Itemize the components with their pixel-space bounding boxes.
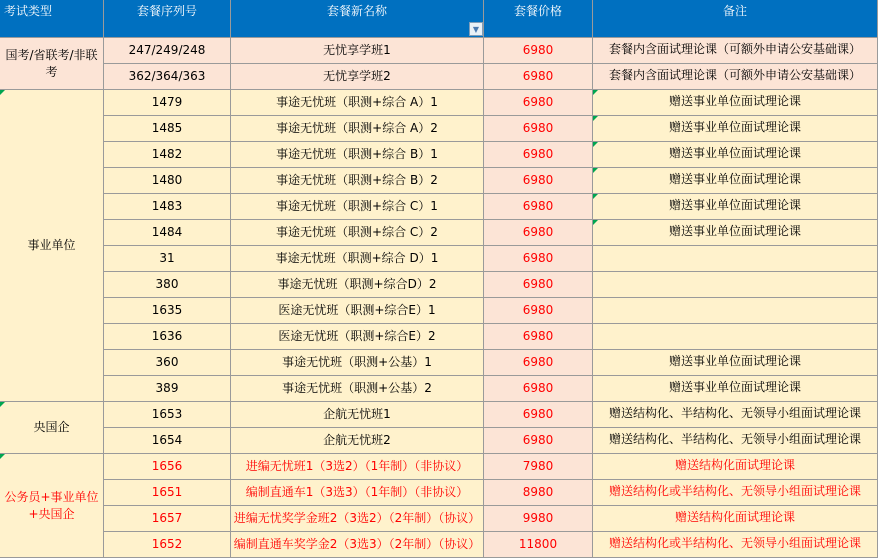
cell-note-text: 赠送事业单位面试理论课: [668, 354, 801, 368]
cell-serial[interactable]: [104, 116, 231, 142]
cell-price[interactable]: [484, 64, 593, 90]
cell-price-text: 6980: [522, 199, 554, 214]
cell-price[interactable]: [484, 168, 593, 194]
cell-serial-text: 1656: [151, 459, 183, 474]
cell-price-text: 6980: [522, 355, 554, 370]
cell-note[interactable]: [593, 480, 878, 506]
cell-serial-text: 1654: [151, 433, 183, 448]
cell-name-text: 医途无忧班（职测+综合E）2: [278, 329, 436, 344]
cell-note[interactable]: [593, 324, 878, 350]
cell-note[interactable]: [593, 90, 878, 116]
cell-serial-text: 360: [155, 355, 179, 370]
cell-note[interactable]: [593, 38, 878, 64]
cell-price-text: 11800: [518, 537, 558, 552]
cell-serial-text: 389: [155, 381, 179, 396]
cell-note-text: 套餐内含面试理论课（可额外申请公安基础课）: [608, 42, 861, 56]
header-note[interactable]: [593, 0, 878, 38]
cell-serial-text: 1635: [151, 303, 183, 318]
cell-serial-text: 1485: [151, 121, 183, 136]
cell-name[interactable]: [231, 506, 484, 532]
cell-note-text: 赠送结构化或半结构化、无领导小组面试理论课: [608, 536, 861, 550]
cell-price-text: 6980: [522, 69, 554, 84]
cell-price[interactable]: [484, 428, 593, 454]
header-serial-text: 套餐序列号: [136, 4, 197, 18]
cell-serial-text: 1482: [151, 147, 183, 162]
cell-name-text: 企航无忧班2: [323, 433, 391, 448]
cell-name-text: 企航无忧班1: [323, 407, 391, 422]
cell-serial-text: 1657: [151, 511, 183, 526]
cell-serial-text: 1483: [151, 199, 183, 214]
cell-name-text: 事途无忧班（职测+综合 A）1: [276, 95, 438, 110]
cell-note-text: 赠送结构化或半结构化、无领导小组面试理论课: [608, 484, 861, 498]
cell-name[interactable]: [231, 402, 484, 428]
header-price[interactable]: [484, 0, 593, 38]
cell-serial-text: 1652: [151, 537, 183, 552]
cell-name[interactable]: [231, 376, 484, 402]
cell-name[interactable]: [231, 38, 484, 64]
cell-price-text: 6980: [522, 43, 554, 58]
cell-name[interactable]: [231, 116, 484, 142]
cell-price-text: 6980: [522, 407, 554, 422]
cell-name[interactable]: [231, 142, 484, 168]
cell-note[interactable]: [593, 194, 878, 220]
cell-serial-text: 380: [155, 277, 179, 292]
cell-price-text: 6980: [522, 251, 554, 266]
cell-name-text: 无忧享学班2: [323, 69, 391, 84]
cell-price[interactable]: [484, 506, 593, 532]
cell-price[interactable]: [484, 324, 593, 350]
cell-name[interactable]: [231, 298, 484, 324]
cell-serial[interactable]: [104, 428, 231, 454]
cell-serial[interactable]: [104, 402, 231, 428]
cell-price-text: 8980: [522, 485, 554, 500]
cell-serial[interactable]: [104, 272, 231, 298]
cell-name[interactable]: [231, 454, 484, 480]
cell-note[interactable]: [593, 506, 878, 532]
cell-price-text: 6980: [522, 225, 554, 240]
cell-note[interactable]: [593, 272, 878, 298]
group-label-text: 事业单位: [27, 238, 76, 253]
cell-note[interactable]: [593, 220, 878, 246]
cell-serial-text: 1480: [151, 173, 183, 188]
cell-serial[interactable]: [104, 324, 231, 350]
cell-price-text: 6980: [522, 329, 554, 344]
cell-price[interactable]: [484, 480, 593, 506]
cell-price[interactable]: [484, 90, 593, 116]
cell-serial[interactable]: [104, 480, 231, 506]
cell-serial[interactable]: [104, 298, 231, 324]
header-exam-type[interactable]: [0, 0, 104, 38]
cell-price[interactable]: [484, 532, 593, 558]
cell-note-text: 套餐内含面试理论课（可额外申请公安基础课）: [608, 68, 861, 82]
cell-note[interactable]: [593, 350, 878, 376]
cell-price-text: 6980: [522, 433, 554, 448]
cell-name-text: 事途无忧班（职测+综合 C）2: [276, 225, 438, 240]
cell-name[interactable]: [231, 90, 484, 116]
cell-serial[interactable]: [104, 220, 231, 246]
cell-serial-text: 247/249/248: [128, 43, 206, 58]
cell-serial[interactable]: [104, 64, 231, 90]
cell-serial[interactable]: [104, 376, 231, 402]
cell-note[interactable]: [593, 402, 878, 428]
header-name[interactable]: [231, 0, 484, 38]
cell-price[interactable]: [484, 402, 593, 428]
cell-serial[interactable]: [104, 246, 231, 272]
cell-price[interactable]: [484, 142, 593, 168]
group-label: [0, 90, 104, 402]
cell-name[interactable]: [231, 350, 484, 376]
cell-serial-text: 1653: [151, 407, 183, 422]
cell-note-text: 赠送事业单位面试理论课: [668, 380, 801, 394]
cell-note[interactable]: [593, 454, 878, 480]
cell-serial-text: 31: [159, 251, 175, 266]
cell-note-text: 赠送结构化面试理论课: [674, 510, 795, 524]
cell-serial[interactable]: [104, 532, 231, 558]
cell-price[interactable]: [484, 272, 593, 298]
cell-price-text: 6980: [522, 95, 554, 110]
cell-serial-text: 1479: [151, 95, 183, 110]
cell-price[interactable]: [484, 194, 593, 220]
cell-name-text: 进编无忧班1（3选2）（1年制）（非协议）: [245, 459, 469, 474]
cell-name-text: 事途无忧班（职测+综合 C）1: [276, 199, 438, 214]
cell-name[interactable]: [231, 168, 484, 194]
cell-price-text: 6980: [522, 303, 554, 318]
cell-note-text: 赠送结构化面试理论课: [674, 458, 795, 472]
filter-dropdown-icon: ▼: [472, 24, 480, 34]
cell-note-text: 赠送事业单位面试理论课: [668, 172, 801, 186]
cell-price[interactable]: [484, 116, 593, 142]
cell-name-text: 事途无忧班（职测+综合 B）2: [276, 173, 438, 188]
cell-name[interactable]: [231, 194, 484, 220]
cell-name[interactable]: [231, 246, 484, 272]
cell-name[interactable]: [231, 532, 484, 558]
cell-note-text: 赠送事业单位面试理论课: [668, 224, 801, 238]
cell-price[interactable]: [484, 38, 593, 64]
header-serial[interactable]: [104, 0, 231, 38]
cell-note[interactable]: [593, 142, 878, 168]
cell-price-text: 6980: [522, 381, 554, 396]
cell-name-text: 无忧享学班1: [323, 43, 391, 58]
cell-serial[interactable]: [104, 90, 231, 116]
cell-note-text: 赠送事业单位面试理论课: [668, 146, 801, 160]
cell-note[interactable]: [593, 168, 878, 194]
cell-serial-text: 1651: [151, 485, 183, 500]
cell-name-text: 编制直通车奖学金2（3选3）（2年制）（协议）: [233, 537, 481, 552]
cell-serial[interactable]: [104, 506, 231, 532]
group-label-text: 国考/省联考/非联考: [5, 48, 98, 79]
group-label: [0, 454, 104, 558]
cell-serial[interactable]: [104, 168, 231, 194]
cell-note[interactable]: [593, 376, 878, 402]
cell-price[interactable]: [484, 246, 593, 272]
cell-name[interactable]: [231, 64, 484, 90]
cell-note-text: 赠送事业单位面试理论课: [668, 198, 801, 212]
cell-price-text: 6980: [522, 147, 554, 162]
cell-name[interactable]: [231, 480, 484, 506]
cell-name[interactable]: [231, 272, 484, 298]
cell-note-text: 赠送事业单位面试理论课: [668, 94, 801, 108]
cell-serial[interactable]: [104, 194, 231, 220]
cell-serial[interactable]: [104, 350, 231, 376]
cell-note[interactable]: [593, 428, 878, 454]
group-label: [0, 38, 104, 90]
cell-price[interactable]: [484, 350, 593, 376]
header-name-text: 套餐新名称: [326, 4, 387, 18]
cell-price[interactable]: [484, 298, 593, 324]
header-note-text: 备注: [722, 4, 747, 18]
cell-price-text: 6980: [522, 121, 554, 136]
cell-note-text: 赠送结构化、半结构化、无领导小组面试理论课: [608, 432, 861, 446]
cell-price-text: 6980: [522, 173, 554, 188]
header-exam-type-text: 考试类型: [4, 4, 53, 18]
cell-name[interactable]: [231, 428, 484, 454]
cell-serial[interactable]: [104, 454, 231, 480]
cell-name-text: 进编无忧奖学金班2（3选2）（2年制）（协议）: [233, 511, 481, 526]
cell-price-text: 9980: [522, 511, 554, 526]
cell-name-text: 事途无忧班（职测+综合D）2: [277, 277, 437, 292]
cell-name-text: 医途无忧班（职测+综合E）1: [278, 303, 436, 318]
cell-note[interactable]: [593, 246, 878, 272]
cell-note[interactable]: [593, 532, 878, 558]
group-label-text: 公务员+事业单位+央国企: [4, 490, 99, 521]
cell-note[interactable]: [593, 116, 878, 142]
cell-price-text: 7980: [522, 459, 554, 474]
cell-name-text: 事途无忧班（职测+公基）2: [282, 381, 432, 396]
cell-name[interactable]: [231, 324, 484, 350]
cell-name-text: 事途无忧班（职测+综合 D）1: [275, 251, 439, 266]
cell-serial[interactable]: [104, 38, 231, 64]
cell-name[interactable]: [231, 220, 484, 246]
header-price-text: 套餐价格: [513, 4, 562, 18]
cell-name-text: 编制直通车1（3选3）（1年制）（非协议）: [245, 485, 469, 500]
group-label-text: 央国企: [33, 420, 70, 435]
group-label: [0, 402, 104, 454]
cell-serial-text: 1484: [151, 225, 183, 240]
cell-price[interactable]: [484, 220, 593, 246]
cell-note-text: 赠送结构化、半结构化、无领导小组面试理论课: [608, 406, 861, 420]
cell-note[interactable]: [593, 64, 878, 90]
cell-price[interactable]: [484, 376, 593, 402]
cell-note-text: 赠送事业单位面试理论课: [668, 120, 801, 134]
cell-name-text: 事途无忧班（职测+综合 B）1: [276, 147, 438, 162]
cell-name-text: 事途无忧班（职测+综合 A）2: [276, 121, 438, 136]
cell-price-text: 6980: [522, 277, 554, 292]
filter-dropdown-button[interactable]: [469, 22, 483, 36]
cell-serial[interactable]: [104, 142, 231, 168]
cell-serial-text: 362/364/363: [128, 69, 206, 84]
cell-serial-text: 1636: [151, 329, 183, 344]
cell-name-text: 事途无忧班（职测+公基）1: [282, 355, 432, 370]
cell-price[interactable]: [484, 454, 593, 480]
cell-note[interactable]: [593, 298, 878, 324]
